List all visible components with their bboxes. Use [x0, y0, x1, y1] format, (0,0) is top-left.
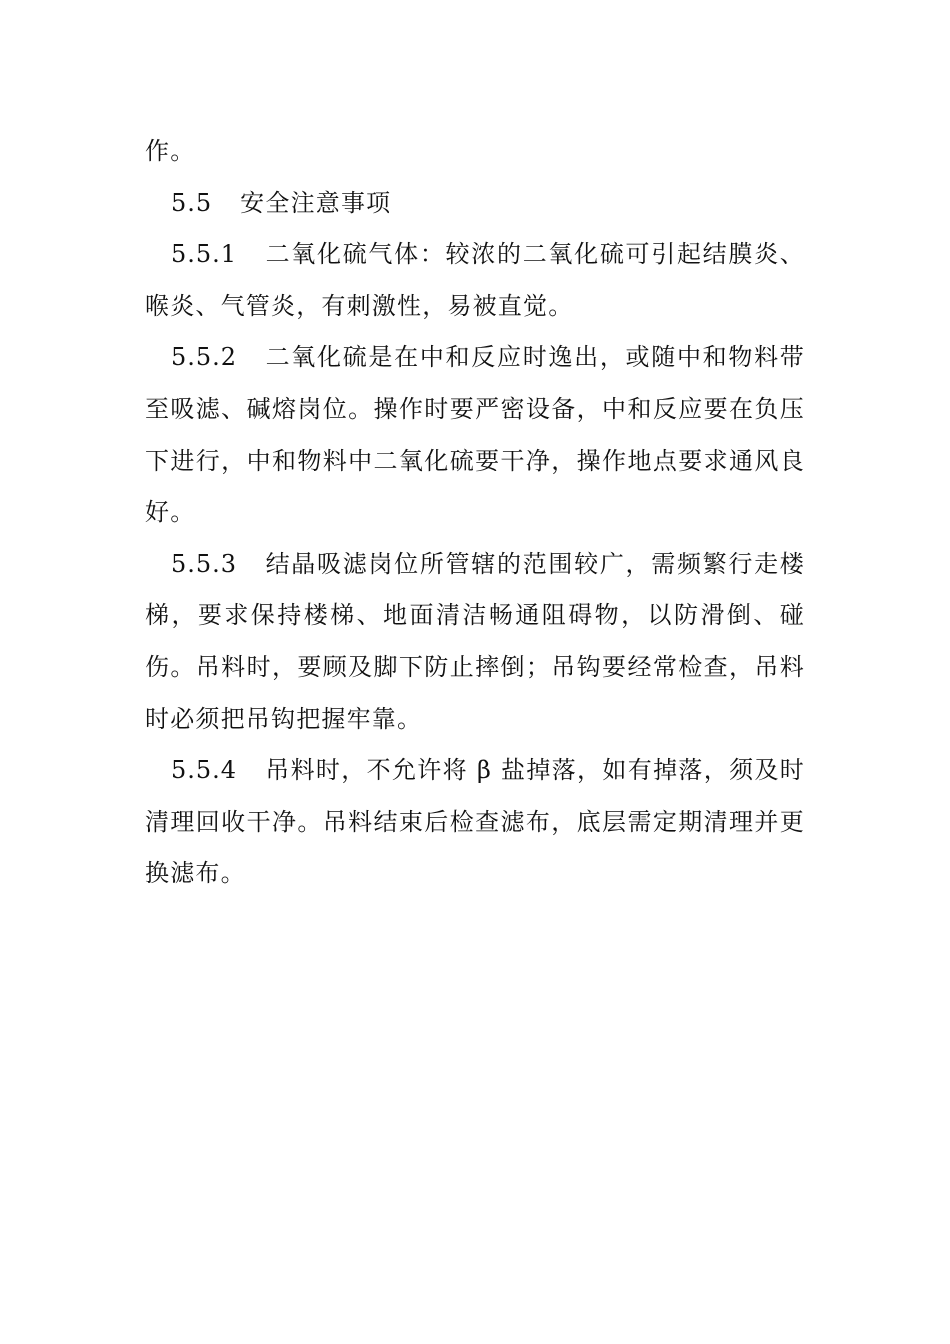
clause-number: 5.5.4	[171, 756, 238, 785]
section-title: 安全注意事项	[240, 188, 392, 217]
clause-number: 5.5.1	[171, 240, 238, 269]
clause-5-5-2	[145, 332, 805, 538]
clause-text: 二氧化硫是在中和反应时逸出，或随中和物料带至吸滤、碱熔岗位。操作时要严密设备，中和反应要在负压下进行，中和物料中二氧化硫要干净，操作地点要求通风良好。	[145, 343, 805, 527]
section-number: 5.5	[171, 188, 213, 217]
clause-text: 结晶吸滤岗位所管辖的范围较广，需频繁行走楼梯，要求保持楼梯、地面清洁畅通阻碍物，以防滑倒、碰伤。吊料时，要顾及脚下防止摔倒；吊钩要经常检查，吊料时必须把吊钩把握牢靠。	[145, 549, 805, 733]
clause-5-5-3	[145, 539, 805, 745]
document-body	[145, 126, 805, 900]
clause-number: 5.5.2	[171, 343, 238, 372]
clause-text: 二氧化硫气体：较浓的二氧化硫可引起结膜炎、喉炎、气管炎，有刺激性，易被直觉。	[145, 240, 805, 320]
clause-5-5-4	[145, 745, 805, 900]
paragraph-text: 作。	[145, 137, 196, 165]
continuation-paragraph	[145, 126, 805, 178]
clause-text: 吊料时，不允许将 β 盐掉落，如有掉落，须及时清理回收干净。吊料结束后检查滤布，底层需定期清理并更换滤布。	[145, 756, 805, 888]
clause-5-5-1	[145, 229, 805, 332]
clause-number: 5.5.3	[171, 549, 238, 578]
section-heading-5-5	[145, 178, 805, 230]
